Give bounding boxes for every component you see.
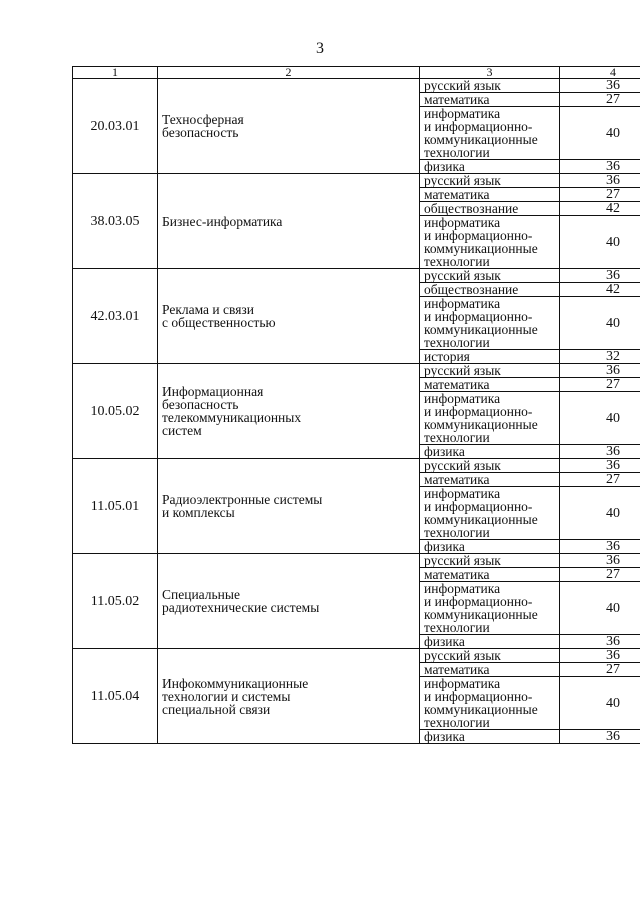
min-score: 40: [560, 677, 640, 730]
subject-name: информатика и информационно- коммуникационные технологии: [424, 296, 538, 350]
subject-cell: [420, 216, 560, 269]
table-row: [73, 649, 640, 663]
specialty-name: Информационная безопасность телекоммуникационных систем: [162, 384, 302, 438]
specialty-code: 11.05.04: [73, 649, 158, 744]
subject-name: информатика и информационно- коммуникационные технологии: [424, 486, 538, 540]
specialty-name: Техносферная безопасность: [162, 112, 244, 140]
min-score: 36: [560, 459, 640, 473]
subject-cell: [420, 445, 560, 459]
min-score: 27: [560, 663, 640, 677]
specialty-name-cell: [158, 364, 420, 459]
min-score: 40: [560, 487, 640, 540]
min-score: 40: [560, 392, 640, 445]
specialty-name: Инфокоммуникационные технологии и системы специальной связи: [162, 675, 309, 717]
min-score: 27: [560, 93, 640, 107]
specialty-code: 38.03.05: [73, 174, 158, 269]
min-score: 36: [560, 174, 640, 188]
specialty-code: 11.05.02: [73, 554, 158, 649]
specialty-name: Реклама и связи с общественностью: [162, 302, 276, 330]
subject-cell: [420, 297, 560, 350]
subject-name: русский язык: [424, 268, 501, 283]
table-row: [73, 364, 640, 378]
subject-cell: [420, 554, 560, 568]
subject-name: информатика и информационно- коммуникационные технологии: [424, 215, 538, 269]
subject-name: обществознание: [424, 201, 519, 216]
column-header-1: 1: [73, 67, 158, 79]
specialty-code: 11.05.01: [73, 459, 158, 554]
min-score: 27: [560, 473, 640, 487]
subject-cell: [420, 473, 560, 487]
min-score: 40: [560, 107, 640, 160]
min-score: 36: [560, 79, 640, 93]
subject-cell: [420, 663, 560, 677]
min-score: 40: [560, 297, 640, 350]
subject-cell: [420, 540, 560, 554]
subject-name: история: [424, 349, 470, 364]
min-score: 27: [560, 568, 640, 582]
min-score: 40: [560, 216, 640, 269]
subject-name: физика: [424, 159, 465, 174]
subject-name: физика: [424, 729, 465, 744]
min-score: 42: [560, 283, 640, 297]
subject-cell: [420, 677, 560, 730]
subject-cell: [420, 79, 560, 93]
subject-cell: [420, 378, 560, 392]
subject-name: русский язык: [424, 363, 501, 378]
specialty-name-cell: [158, 79, 420, 174]
admission-table: [72, 66, 640, 744]
subject-cell: [420, 392, 560, 445]
min-score: 36: [560, 445, 640, 459]
subject-name: физика: [424, 539, 465, 554]
min-score: 36: [560, 649, 640, 663]
subject-cell: [420, 107, 560, 160]
specialty-name: Бизнес-информатика: [162, 213, 283, 229]
column-header-3: 3: [420, 67, 560, 79]
specialty-name: Радиоэлектронные системы и комплексы: [162, 492, 323, 520]
subject-name: русский язык: [424, 553, 501, 568]
subject-name: математика: [424, 92, 490, 107]
subject-name: информатика и информационно- коммуникационные технологии: [424, 106, 538, 160]
min-score: 27: [560, 188, 640, 202]
subject-cell: [420, 459, 560, 473]
min-score: 36: [560, 540, 640, 554]
subject-name: математика: [424, 377, 490, 392]
table-body: [73, 79, 640, 744]
subject-cell: [420, 283, 560, 297]
subject-cell: [420, 568, 560, 582]
subject-cell: [420, 487, 560, 540]
min-score: 36: [560, 635, 640, 649]
subject-name: русский язык: [424, 648, 501, 663]
subject-cell: [420, 174, 560, 188]
min-score: 36: [560, 730, 640, 744]
specialty-name-cell: [158, 174, 420, 269]
subject-cell: [420, 649, 560, 663]
specialty-name-cell: [158, 554, 420, 649]
subject-name: русский язык: [424, 78, 501, 93]
subject-cell: [420, 730, 560, 744]
specialty-code: 20.03.01: [73, 79, 158, 174]
specialty-code: 42.03.01: [73, 269, 158, 364]
table-row: [73, 79, 640, 93]
subject-cell: [420, 364, 560, 378]
subject-name: физика: [424, 444, 465, 459]
table-row: [73, 554, 640, 568]
subject-cell: [420, 582, 560, 635]
subject-name: информатика и информационно- коммуникационные технологии: [424, 391, 538, 445]
specialty-name: Специальные радиотехнические системы: [162, 587, 320, 615]
subject-name: физика: [424, 634, 465, 649]
subject-name: русский язык: [424, 458, 501, 473]
min-score: 42: [560, 202, 640, 216]
column-header-2: 2: [158, 67, 420, 79]
column-header-4: 4: [560, 67, 640, 79]
subject-name: информатика и информационно- коммуникационные технологии: [424, 676, 538, 730]
specialty-code: 10.05.02: [73, 364, 158, 459]
subject-cell: [420, 188, 560, 202]
min-score: 32: [560, 350, 640, 364]
subject-cell: [420, 202, 560, 216]
min-score: 36: [560, 554, 640, 568]
min-score: 36: [560, 364, 640, 378]
subject-cell: [420, 160, 560, 174]
subject-name: обществознание: [424, 282, 519, 297]
subject-cell: [420, 350, 560, 364]
subject-name: математика: [424, 472, 490, 487]
subject-name: русский язык: [424, 173, 501, 188]
min-score: 27: [560, 378, 640, 392]
subject-cell: [420, 635, 560, 649]
min-score: 40: [560, 582, 640, 635]
subject-name: математика: [424, 187, 490, 202]
subject-cell: [420, 93, 560, 107]
table-row: [73, 174, 640, 188]
table-row: [73, 269, 640, 283]
specialty-name-cell: [158, 459, 420, 554]
subject-name: математика: [424, 662, 490, 677]
table-row: [73, 459, 640, 473]
page-number: 3: [316, 40, 324, 57]
header-row: [73, 67, 640, 79]
min-score: 36: [560, 160, 640, 174]
specialty-name-cell: [158, 649, 420, 744]
min-score: 36: [560, 269, 640, 283]
specialty-name-cell: [158, 269, 420, 364]
subject-cell: [420, 269, 560, 283]
subject-name: информатика и информационно- коммуникационные технологии: [424, 581, 538, 635]
subject-name: математика: [424, 567, 490, 582]
